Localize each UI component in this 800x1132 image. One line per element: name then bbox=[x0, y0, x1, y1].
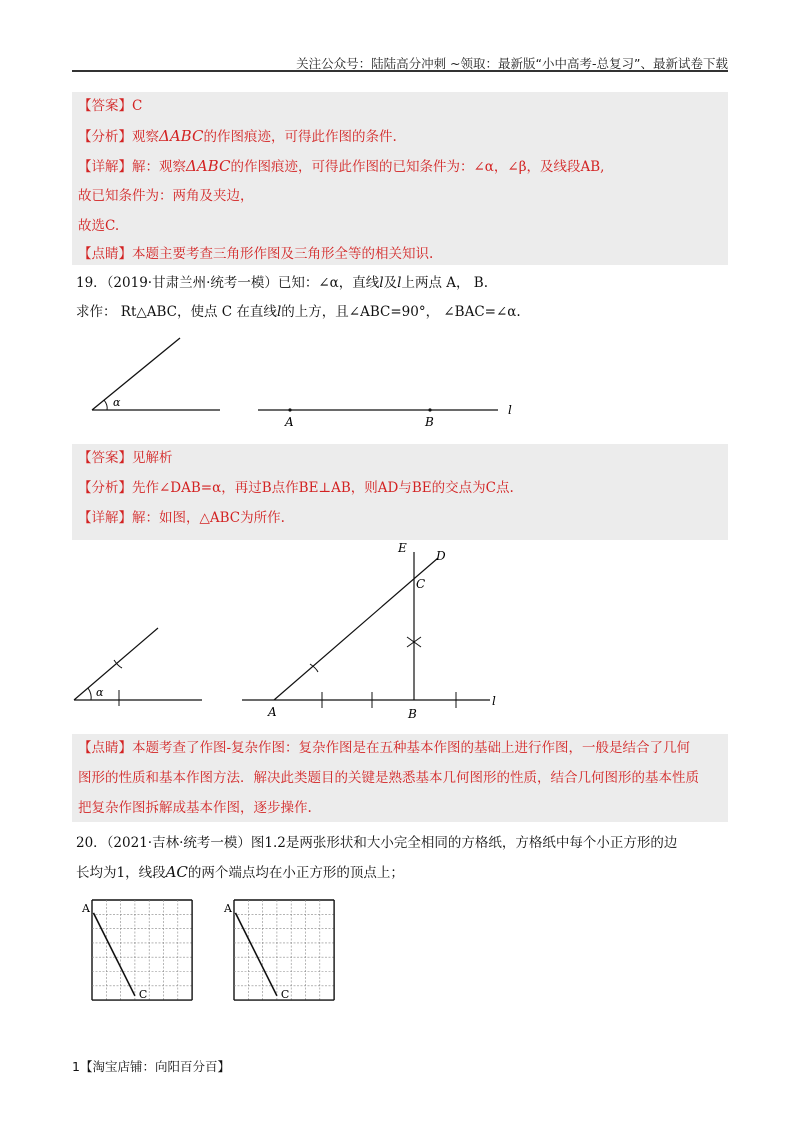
label-a: A bbox=[285, 415, 294, 429]
q19-statement-line2: 求作： Rt△ABC，使点 C 在直线l的上方，且∠ABC=90°， ∠BAC=∠α. bbox=[76, 304, 521, 320]
angle-arc bbox=[104, 400, 107, 410]
label-e: E bbox=[398, 541, 407, 555]
q18-detail-line2: 故已知条件为：两角及夹边， bbox=[78, 188, 254, 204]
q19-given-figure bbox=[80, 330, 520, 430]
q18-analysis-row: 【分析】观察ΔABC的作图痕迹，可得此作图的条件. bbox=[78, 127, 397, 145]
segment-ac bbox=[235, 913, 276, 996]
label-a: A bbox=[268, 705, 277, 719]
label-b: B bbox=[425, 415, 434, 429]
q19-detail-row: 【详解】解：如图，△ABC为所作. bbox=[78, 510, 285, 526]
q19-note-line2: 图形的性质和基本作图方法．解决此类题目的关键是熟悉基本几何图形的性质，结合几何图形的基本性质 bbox=[78, 770, 699, 786]
alpha-label: α bbox=[113, 396, 121, 409]
q19-note-line1: 【点睛】本题考查了作图-复杂作图：复杂作图是在五种基本作图的基础上进行作图，一般是结合了几何 bbox=[78, 740, 691, 756]
grid-figure-1 bbox=[81, 900, 192, 1001]
segment-ac bbox=[93, 913, 134, 996]
grid-figure-2 bbox=[223, 900, 334, 1001]
q19-note-box bbox=[72, 734, 728, 822]
q18-detail-row: 【详解】解：观察ΔABC的作图痕迹，可得此作图的已知条件为：∠α，∠β，及线段AB, bbox=[78, 157, 605, 175]
header-rule bbox=[72, 70, 728, 72]
label-a: A bbox=[224, 902, 232, 915]
q18-detail-line3: 故选C. bbox=[78, 218, 120, 234]
q19-solution-figure bbox=[72, 540, 502, 720]
q20-statement-line1: 20．（2021·吉林·统考一模）图1.2是两张形状和大小完全相同的方格纸，方格纸中每个小正方形的边 bbox=[76, 835, 678, 851]
angle-arc bbox=[88, 688, 91, 700]
q19-solution-box bbox=[72, 444, 728, 540]
label-b: B bbox=[408, 707, 417, 720]
q19-statement-line1: 19．（2019·甘肃兰州·统考一模）已知：∠α，直线l及l上两点 A， B. bbox=[76, 275, 488, 291]
point-a bbox=[288, 408, 291, 411]
page-header: 关注公众号：陆陆高分冲刺 ~领取：最新版“小中高考-总复习”、最新试卷下载 bbox=[296, 56, 728, 71]
label-d: D bbox=[436, 549, 446, 563]
point-b bbox=[428, 408, 431, 411]
q19-analysis-row: 【分析】先作∠DAB=α，再过B点作BE⊥AB，则AD与BE的交点为C点. bbox=[78, 480, 514, 496]
alpha-label: α bbox=[96, 686, 104, 699]
label-l: l bbox=[508, 403, 512, 417]
q18-note-row: 【点睛】本题主要考查三角形作图及三角形全等的相关知识. bbox=[78, 246, 434, 262]
angle-ray bbox=[92, 338, 180, 410]
label-c: C bbox=[138, 987, 148, 1001]
angle-ray bbox=[74, 628, 158, 700]
q18-solution-box bbox=[72, 92, 728, 265]
label-c: C bbox=[280, 987, 290, 1001]
label-l: l bbox=[492, 694, 496, 708]
q19-answer-row: 【答案】见解析 bbox=[78, 450, 173, 466]
q20-statement-line2: 长均为1，线段AC的两个端点均在小正方形的顶点上； bbox=[76, 863, 404, 881]
q19-note-line3: 把复杂作图拆解成基本作图，逐步操作. bbox=[78, 800, 312, 816]
q18-answer-row: 【答案】C bbox=[78, 98, 143, 114]
page-footer: 1【淘宝店铺：向阳百分百】 bbox=[72, 1059, 230, 1074]
q20-grid-figures bbox=[78, 896, 378, 1008]
label-a: A bbox=[82, 902, 90, 915]
label-c: C bbox=[416, 577, 426, 591]
